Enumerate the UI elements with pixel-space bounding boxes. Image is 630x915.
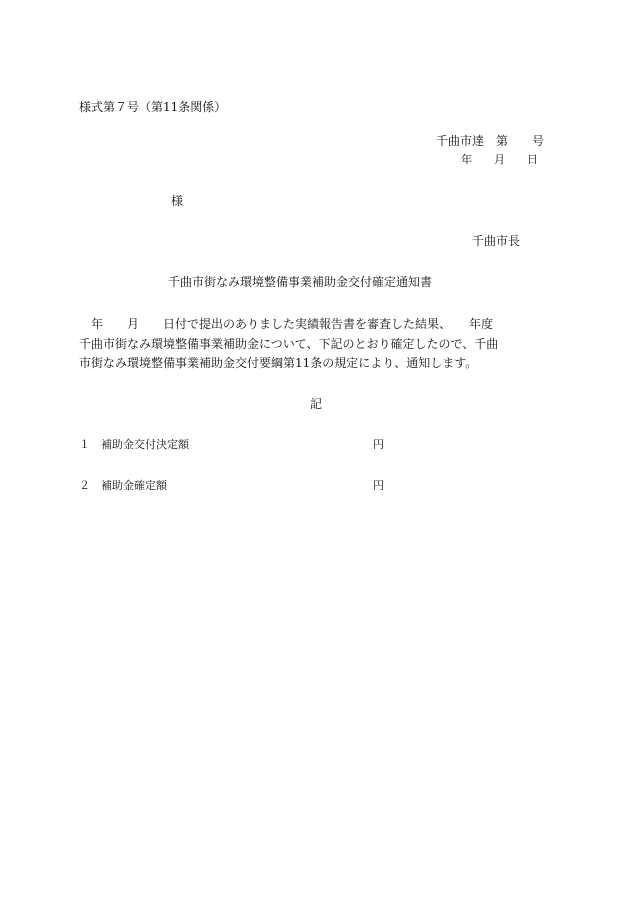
item-1-unit: 円 [373, 438, 384, 451]
body-line-1: 年 月 日付で提出のありました実績報告書を審査した結果、 年度 [79, 317, 494, 331]
recipient-line: 様 [171, 194, 184, 208]
item-1-number: １ [79, 438, 90, 451]
body-line-3: 市街なみ環境整備事業補助金交付要綱第11条の規定により、通知します。 [79, 356, 478, 370]
document-number-line: 千曲市達 第 号 [436, 134, 545, 148]
item-1-label: 補助金交付決定額 [101, 438, 189, 451]
item-2-number: ２ [79, 479, 90, 492]
body-line-2: 千曲市街なみ環境整備事業補助金について、下記のとおり確定したので、千曲 [79, 337, 499, 351]
item-2-unit: 円 [373, 479, 384, 492]
issuer-name: 千曲市長 [472, 234, 521, 248]
date-line: 年 月 日 [461, 153, 538, 166]
item-2-label: 補助金確定額 [101, 479, 167, 492]
form-label: 様式第７号（第11条関係） [79, 100, 227, 114]
document-title: 千曲市街なみ環境整備事業補助金交付確定通知書 [168, 275, 433, 289]
ki-heading: 記 [310, 397, 323, 411]
